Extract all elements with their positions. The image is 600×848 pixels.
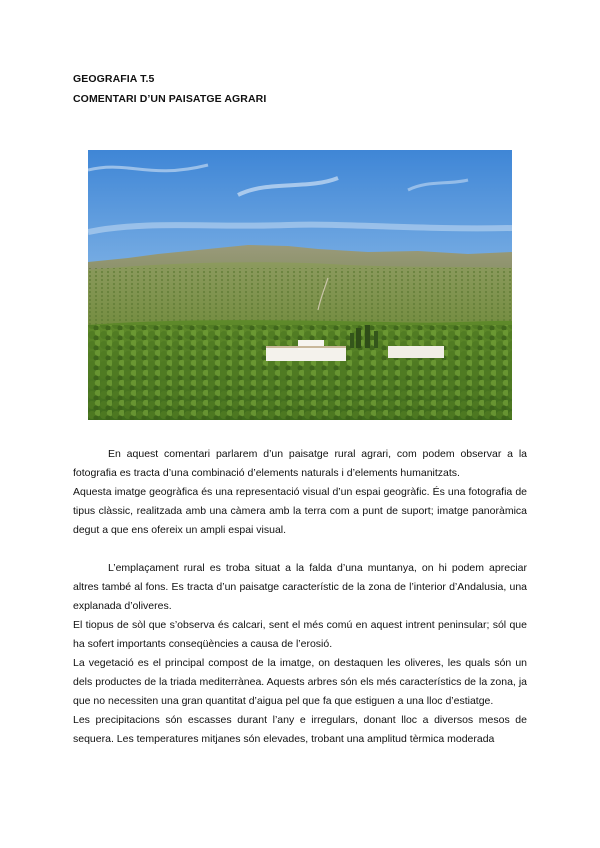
paragraph-5: La vegetació es el principal compost de la imatge, on destaquen les oliveres, les quals són un dels productes de la triada mediterrànea. Aquests arbres són els més característics de la zona, ja que no necessiten una gran quantitat d’aigua pel que fa que estiguen a una lloc d’estiatge.: [73, 657, 527, 707]
document-subject: GEOGRAFIA T.5: [73, 73, 155, 85]
paragraph-1: En aquest comentari parlarem d’un paisatge rural agrari, com podem observar a la fotografia es tracta d’una combinació d’elements naturals i d’elements humanitzats.: [73, 448, 527, 479]
paragraph-2: Aquesta imatge geogràfica és una representació visual d’un espai geogràfic. És una fotografia de tipus clàssic, realitzada amb una càmera amb la terra com a punt de suport; imatge panoràmica degut a que ens ofereix un ampli espai visual.: [73, 486, 527, 536]
document-title: COMENTARI D’UN PAISATGE AGRARI: [73, 93, 267, 105]
commentary-text: [73, 445, 527, 749]
landscape-photo: [88, 150, 512, 420]
paragraph-3: L’emplaçament rural es troba situat a la falda d’una muntanya, on hi podem apreciar altres també al fons. Es tracta d’un paisatge característic de la zona de l’interior d’Andalusia, una explanada d’oliveres.: [73, 562, 527, 612]
paragraph-4: El tiopus de sòl que s’observa és calcari, sent el més comú en aquest intrent peninsular; sól que ha sofert importants conseqüències a causa de l’erosió.: [73, 619, 527, 650]
paragraph-6: Les precipitacions són escasses durant l’any e irregulars, donant lloc a diversos mesos de sequera. Les temperatures mitjanes són elevades, trobant una amplitud tèrmica moderada: [73, 714, 527, 745]
